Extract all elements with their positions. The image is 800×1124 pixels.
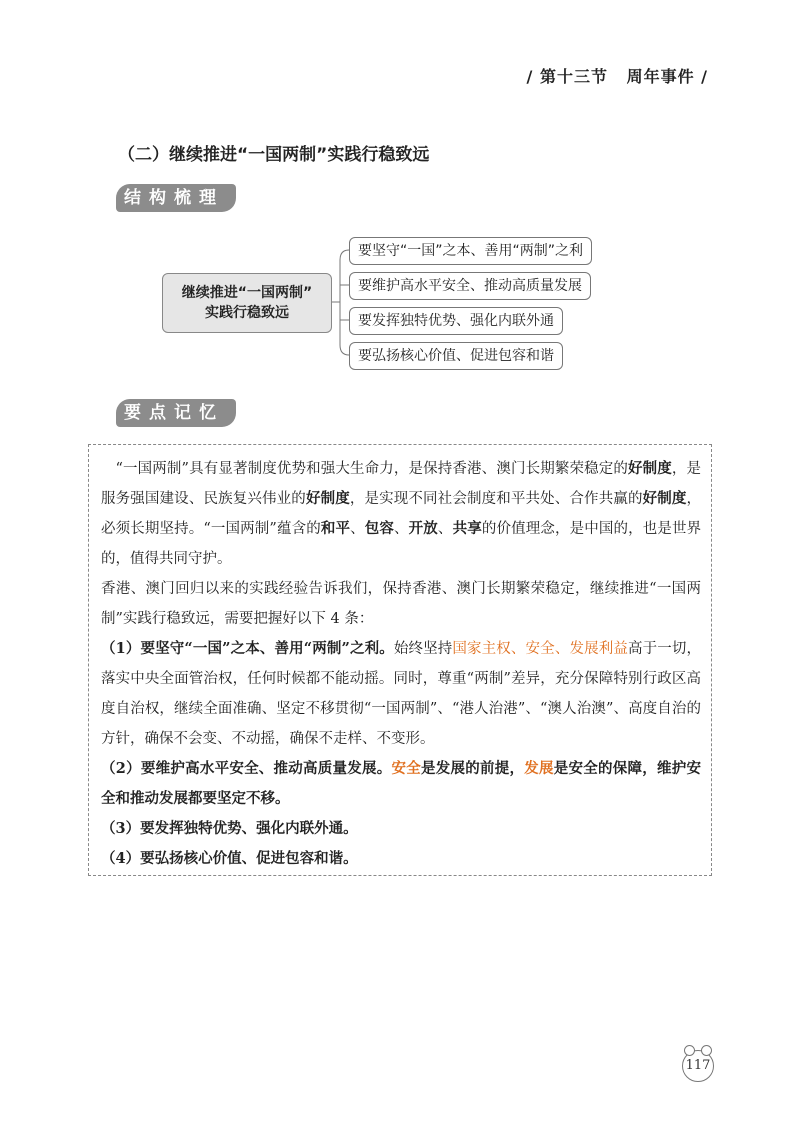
key-points-box — [88, 444, 712, 876]
text-span: 的价值理念，是中国的，也是世界的，值得共同守护。 — [101, 521, 702, 567]
section-title: （二）继续推进“一国两制”实践行稳致远 — [118, 145, 430, 165]
mindmap-branch-1: 要坚守“一国”之本、善用“两制”之利 — [349, 237, 592, 265]
text-span: ，是服务强国建设、民族复兴伟业的 — [101, 461, 702, 507]
bold-term: 包容 — [364, 520, 395, 537]
text-span: 是发展的前提， — [421, 760, 525, 777]
point-heading: （2）要维护高水平安全、推动高质量发展。 — [101, 760, 392, 777]
header-section: 第十三节 — [539, 67, 608, 86]
text-span: “一国两制”具有显著制度优势和强大生命力，是保持香港、澳门长期繁荣稳定的 — [115, 461, 628, 477]
bold-term: 好制度 — [627, 460, 672, 477]
text-span: ，是实现不同社会制度和平共处、合作共赢的 — [349, 491, 643, 507]
text-span: 始终坚持 — [393, 641, 453, 657]
mindmap-branch-4: 要弘扬核心价值、促进包容和谐 — [349, 342, 563, 370]
paragraph-1 — [101, 454, 701, 574]
paragraph-6: （4）要弘扬核心价值、促进包容和谐。 — [101, 850, 358, 867]
text-span: 高于一切，落实中央全面管治权，任何时候都不能动摇。同时，尊重“两制”差异，充分保障特别行政区高度自治权，继续全面准确、坚定不移贯彻“一国两制”、“港人治港”、“澳人治澳”、高度自治的方针，确保不会变、不动摇，确保不走样、不变形。 — [101, 641, 702, 747]
mindmap-center-node — [162, 273, 332, 333]
paragraph-2: 香港、澳门回归以来的实践经验告诉我们，保持香港、澳门长期繁荣稳定，继续推进“一国两制”实践行稳致远，需要把握好以下 4 条： — [101, 581, 701, 627]
highlight-term: 发展 — [524, 760, 554, 777]
text-span: 、 — [394, 521, 409, 537]
mindmap-center-line2: 实践行稳致远 — [205, 305, 289, 321]
mindmap-center-line1: 继续推进“一国两制” — [181, 285, 313, 301]
point-heading: （1）要坚守“一国”之本、善用“两制”之利。 — [101, 640, 394, 657]
paragraph-5: （3）要发挥独特优势、强化内联外通。 — [101, 820, 358, 837]
text-span: 是安全的保障，维护安全和推动发展都要坚定不移。 — [101, 760, 702, 807]
text-span: 、 — [350, 521, 365, 537]
mindmap-branch-2: 要维护高水平安全、推动高质量发展 — [349, 272, 591, 300]
header-slash-right: / — [701, 67, 708, 86]
page-number — [682, 1050, 714, 1082]
bold-term: 好制度 — [642, 490, 687, 507]
paragraph-3 — [101, 634, 701, 754]
text-span: ，必须长期坚持。“一国两制”蕴含的 — [101, 491, 702, 537]
header-topic: 周年事件 — [626, 67, 695, 86]
text-span: 、 — [437, 521, 453, 537]
paragraph-4 — [101, 754, 701, 814]
header-slash-left: / — [526, 67, 534, 86]
highlight-term: 安全 — [391, 760, 422, 777]
structure-banner: 结构梳理 — [116, 184, 236, 212]
bold-term: 共享 — [452, 520, 482, 537]
mindmap-branch-3: 要发挥独特优势、强化内联外通 — [349, 307, 563, 335]
highlight-term: 国家主权、安全、发展利益 — [452, 641, 628, 657]
bold-term: 开放 — [408, 520, 438, 537]
bold-term: 好制度 — [305, 490, 350, 507]
key-points-banner: 要点记忆 — [116, 399, 236, 427]
bold-term: 和平 — [320, 520, 351, 537]
page-number-text: 117 — [685, 1058, 711, 1073]
